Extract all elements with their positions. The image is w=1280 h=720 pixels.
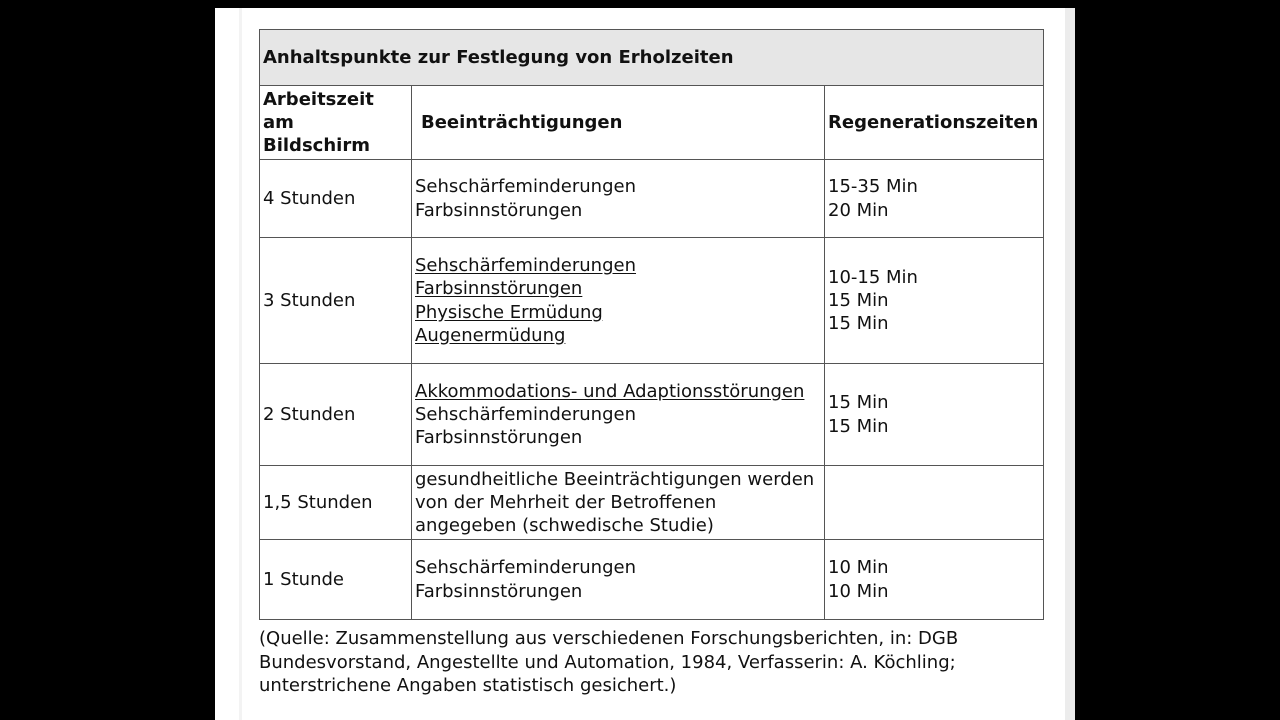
header-working-time-line: Arbeitszeit <box>263 88 374 110</box>
impairment-item: Farbsinnstörungen <box>415 580 583 602</box>
recovery-times-table <box>259 29 1044 620</box>
impairment-item: Sehschärfeminderungen <box>415 176 637 198</box>
source-note-line: unterstrichene Angaben statistisch gesichert.) <box>259 675 677 696</box>
time-cell: 2 Stunden <box>260 364 412 466</box>
header-recovery-times: Regenerationszeiten <box>825 86 1044 160</box>
header-working-time-line: am <box>263 111 294 133</box>
table-row <box>260 466 1044 540</box>
impairment-item: Sehschärfeminderungen <box>415 403 637 425</box>
table-title-row <box>260 30 1044 86</box>
table-row <box>260 238 1044 364</box>
recovery-value: 10-15 Min <box>828 266 918 288</box>
recovery-cell <box>825 364 1044 466</box>
document-page <box>215 8 1075 720</box>
header-working-time-line: Bildschirm <box>263 135 370 157</box>
source-note-line: (Quelle: Zusammenstellung aus verschiedenen Forschungsberichten, in: DGB <box>259 628 959 649</box>
table-header-row <box>260 86 1044 160</box>
recovery-value: 20 Min <box>828 199 889 221</box>
impairment-item: gesundheitliche Beeinträchtigungen werden <box>415 468 815 490</box>
recovery-value: 15 Min <box>828 415 889 437</box>
recovery-value: 15 Min <box>828 392 889 414</box>
impairments-cell <box>412 238 825 364</box>
table-title: Anhaltspunkte zur Festlegung von Erholzeiten <box>260 30 1044 86</box>
impairments-cell <box>412 466 825 540</box>
page-scroll-edge <box>1065 8 1075 720</box>
recovery-value: 15 Min <box>828 289 889 311</box>
recovery-value: 10 Min <box>828 557 889 579</box>
recovery-value: 15 Min <box>828 313 889 335</box>
impairment-item-significant: Augenermüdung <box>415 324 566 346</box>
source-note <box>259 627 1049 698</box>
page-edge-left <box>239 8 242 720</box>
impairments-cell <box>412 160 825 238</box>
impairments-cell <box>412 540 825 620</box>
recovery-cell-empty <box>825 466 1044 540</box>
header-impairments: Beeinträchtigungen <box>412 86 825 160</box>
time-cell: 3 Stunden <box>260 238 412 364</box>
time-cell: 4 Stunden <box>260 160 412 238</box>
table-row <box>260 364 1044 466</box>
recovery-value: 10 Min <box>828 580 889 602</box>
impairments-cell <box>412 364 825 466</box>
impairment-item: Sehschärfeminderungen <box>415 557 637 579</box>
impairment-item: von der Mehrheit der Betroffenen <box>415 491 717 513</box>
recovery-value: 15-35 Min <box>828 176 918 198</box>
impairment-item-significant: Sehschärfeminderungen <box>415 254 637 276</box>
table-row <box>260 540 1044 620</box>
impairment-item: Farbsinnstörungen <box>415 427 583 449</box>
time-cell: 1,5 Stunden <box>260 466 412 540</box>
recovery-cell <box>825 540 1044 620</box>
impairment-item-significant: Physische Ermüdung <box>415 301 603 323</box>
recovery-cell <box>825 160 1044 238</box>
time-cell: 1 Stunde <box>260 540 412 620</box>
source-note-line: Bundesvorstand, Angestellte und Automation, 1984, Verfasserin: A. Köchling; <box>259 651 956 673</box>
impairment-item: angegeben (schwedische Studie) <box>415 515 714 537</box>
table-row <box>260 160 1044 238</box>
header-working-time <box>260 86 412 160</box>
impairment-item: Farbsinnstörungen <box>415 199 583 221</box>
recovery-cell <box>825 238 1044 364</box>
impairment-item-significant: Farbsinnstörungen <box>415 278 583 300</box>
impairment-item-significant: Akkommodations- und Adaptionsstörungen <box>415 380 805 402</box>
